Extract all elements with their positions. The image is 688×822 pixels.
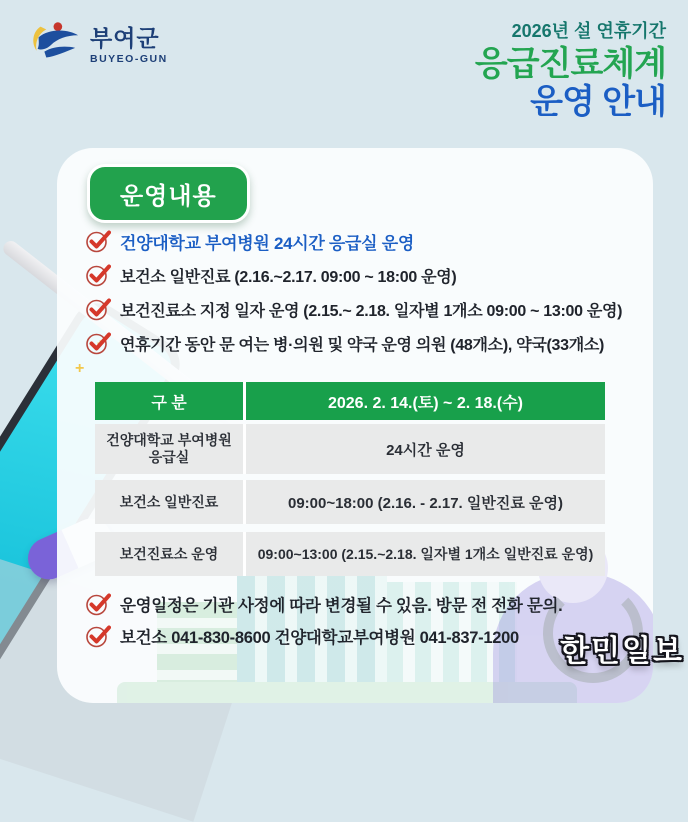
row-value: 09:00~18:00 (2.16. - 2.17. 일반진료 운영) bbox=[288, 494, 563, 512]
row-value: 24시간 운영 bbox=[386, 441, 465, 459]
checklist-text: 건양대학교 부여병원 24시간 응급실 운영 bbox=[120, 233, 414, 253]
row-value: 09:00~13:00 (2.15.~2.18. 일자별 1개소 일반진료 운영) bbox=[257, 546, 594, 562]
press-watermark: 한민일보 bbox=[560, 635, 684, 668]
notice-list bbox=[85, 588, 562, 652]
list-item bbox=[85, 588, 562, 620]
list-item bbox=[85, 620, 562, 652]
row-label: 보건진료소 운영 bbox=[119, 545, 219, 562]
red-check-icon bbox=[85, 331, 111, 355]
row-label-line2: 응급실 bbox=[148, 449, 190, 465]
list-item bbox=[85, 326, 622, 360]
red-check-icon bbox=[85, 624, 111, 648]
sparkle-icon: + bbox=[97, 338, 104, 350]
list-item bbox=[85, 224, 622, 258]
title-line2: 운영 안내 bbox=[530, 82, 666, 121]
red-check-icon bbox=[85, 297, 111, 321]
buyeo-bird-icon bbox=[28, 20, 80, 71]
table-row bbox=[95, 480, 605, 524]
checklist-text: 보건진료소 지정 일자 운영 (2.15.~ 2.18. 일자별 1개소 09:00 ~ 13:00 운영) bbox=[120, 302, 623, 320]
buyeo-gun-logo bbox=[28, 20, 168, 71]
operation-checklist bbox=[85, 224, 622, 360]
notice-text: 운영일정은 기관 사정에 따라 변경될 수 있음. 방문 전 전화 문의. bbox=[120, 597, 563, 615]
row-label: 보건소 일반진료 bbox=[119, 493, 219, 510]
logo-title: 부여군 bbox=[90, 24, 160, 51]
logo-subtitle: BUYEO-GUN bbox=[90, 52, 168, 65]
poster-title bbox=[475, 22, 666, 120]
table-header-period: 2026. 2. 14.(토) ~ 2. 18.(수) bbox=[327, 394, 523, 412]
section-badge: 운영내용 bbox=[87, 164, 250, 223]
red-check-icon bbox=[85, 229, 111, 253]
red-check-icon bbox=[85, 592, 111, 616]
table-header-category: 구 분 bbox=[95, 382, 246, 420]
list-item bbox=[85, 258, 622, 292]
red-check-icon bbox=[85, 263, 111, 287]
row-label: 건양대학교 부여병원 bbox=[106, 432, 232, 449]
notice-text: 보건소 041-830-8600 건양대학교부여병원 041-837-1200 bbox=[120, 629, 519, 647]
operation-table bbox=[95, 382, 605, 576]
list-item bbox=[85, 292, 622, 326]
title-line1: 응급진료체계 bbox=[474, 44, 666, 83]
sparkle-icon: + bbox=[75, 360, 85, 377]
table-header-row bbox=[95, 382, 605, 420]
checklist-text: 보건소 일반진료 (2.16.~2.17. 09:00 ~ 18:00 운영) bbox=[120, 268, 457, 286]
content-card bbox=[57, 148, 653, 703]
table-row bbox=[95, 532, 605, 576]
checklist-text: 연휴기간 동안 문 여는 병·의원 및 약국 운영 의원 (48개소), 약국(33개소) bbox=[120, 336, 605, 354]
table-row bbox=[95, 424, 605, 474]
title-period: 2026년 설 연휴기간 bbox=[511, 21, 666, 41]
